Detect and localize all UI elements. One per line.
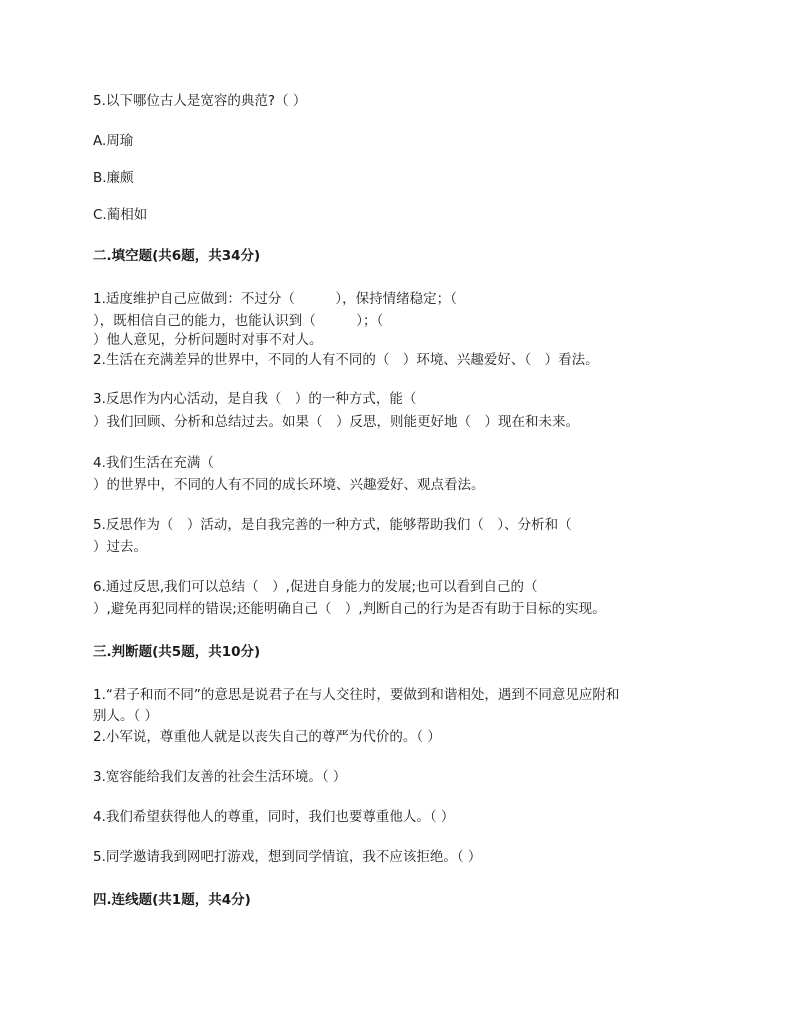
fill-line: 4.我们生活在充满（ [93, 455, 214, 471]
fill-line: 6.通过反思,我们可以总结（ ）,促进自身能力的发展;也可以看到自己的（ [93, 579, 538, 595]
fill-line: 1.适度维护自己应做到：不过分（ ），保持情绪稳定；（ [93, 291, 457, 307]
judge-line: 别人。（ ） [93, 708, 159, 724]
question-5-stem: 5.以下哪位古人是宽容的典范?（ ） [93, 93, 307, 109]
option-b: B.廉颇 [93, 170, 134, 186]
fill-line: 3.反思作为内心活动，是自我（ ）的一种方式，能（ [93, 391, 417, 407]
fill-line: ）的世界中，不同的人有不同的成长环境、兴趣爱好、观点看法。 [93, 477, 485, 493]
section-4-heading: 四.连线题(共1题，共4分) [93, 892, 251, 908]
fill-line: ）,避免再犯同样的错误;还能明确自己（ ）,判断自己的行为是否有助于目标的实现。 [93, 601, 606, 617]
judge-line: 2.小军说，尊重他人就是以丧失自己的尊严为代价的。（ ） [93, 729, 441, 745]
fill-line: ）我们回顾、分析和总结过去。如果（ ）反思，则能更好地（ ）现在和未来。 [93, 414, 579, 430]
section-3-heading: 三.判断题(共5题，共10分) [93, 644, 261, 660]
fill-line: 2.生活在充满差异的世界中，不同的人有不同的（ ）环境、兴趣爱好、（ ）看法。 [93, 352, 599, 368]
fill-line: ）他人意见，分析问题时对事不对人。 [93, 332, 323, 348]
fill-line: ）过去。 [93, 539, 147, 555]
option-c: C.蔺相如 [93, 207, 148, 223]
option-a: A.周瑜 [93, 133, 134, 149]
section-2-heading: 二.填空题(共6题，共34分) [93, 248, 261, 264]
judge-line: 4.我们希望获得他人的尊重，同时，我们也要尊重他人。（ ） [93, 809, 455, 825]
judge-line: 5.同学邀请我到网吧打游戏，想到同学情谊，我不应该拒绝。（ ） [93, 849, 482, 865]
fill-line: 5.反思作为（ ）活动，是自我完善的一种方式，能够帮助我们（ ）、分析和（ [93, 517, 572, 533]
judge-line: 3.宽容能给我们友善的社会生活环境。（ ） [93, 769, 347, 785]
fill-line: ），既相信自己的能力，也能认识到（ ）；（ [93, 313, 384, 329]
judge-line: 1.“君子和而不同”的意思是说君子在与人交往时，要做到和谐相处，遇到不同意见应附和 [93, 687, 620, 703]
